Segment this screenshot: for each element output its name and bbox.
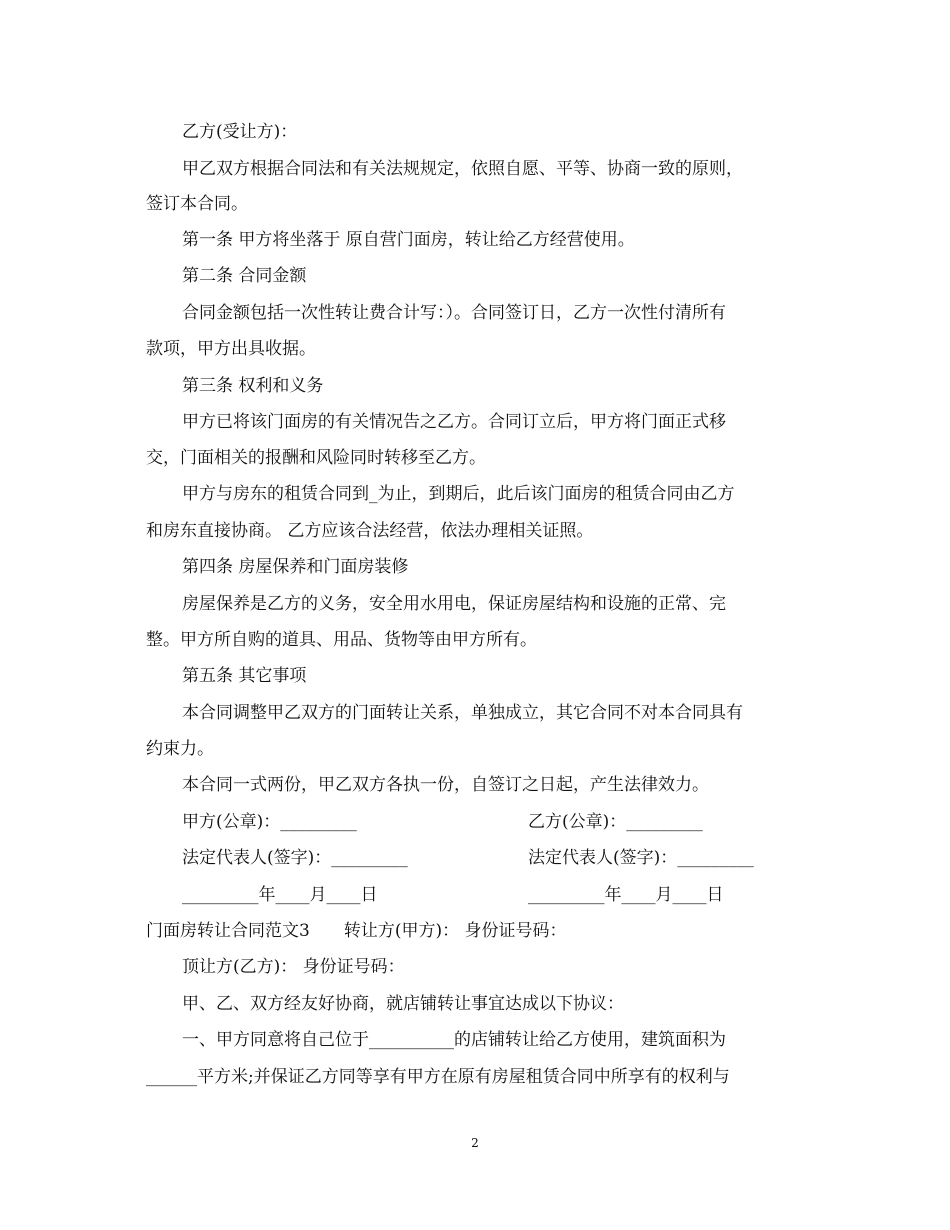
text-line: 第二条 合同金额 [182, 266, 307, 286]
page-number: 2 [471, 1136, 479, 1150]
text-line: 合同金额包括一次性转让费合计写：）。合同签订日，乙方一次性付清所有 [182, 303, 726, 323]
text-line: 本合同一式两份，甲乙双方各执一份，自签订之日起，产生法律效力。 [182, 775, 709, 795]
text-line: 房屋保养是乙方的义务，安全用水用电，保证房屋结构和设施的正常、完 [182, 594, 726, 614]
text-line: 一、甲方同意将自己位于__________的店铺转让给乙方使用，建筑面积为 [182, 1030, 726, 1050]
text-line: 甲方与房东的租赁合同到_为止，到期后，此后该门面房的租赁合同由乙方 [182, 484, 735, 504]
party-a-seal: 甲方(公章)：_________ [182, 812, 357, 832]
text-line: 签订本合同。 [146, 194, 248, 214]
party-b-seal: 乙方(公章)：_________ [528, 812, 703, 832]
text-line: 约束力。 [146, 739, 214, 759]
text-line: 顶让方(乙方)： 身份证号码： [182, 957, 405, 977]
text-line: 乙方(受让方)： [182, 122, 298, 142]
text-line: 交，门面相关的报酬和风险同时转移至乙方。 [146, 448, 486, 468]
text-line: 甲、乙、双方经友好协商，就店铺转让事宜达成以下协议： [182, 994, 624, 1014]
text-line: 本合同调整甲乙双方的门面转让关系，单独成立，其它合同不对本合同具有 [182, 703, 743, 723]
text-line: 和房东直接协商。 乙方应该合法经营，依法办理相关证照。 [146, 521, 594, 541]
text-line: 甲方已将该门面房的有关情况告之乙方。合同订立后，甲方将门面正式移 [182, 412, 726, 432]
party-a-representative: 法定代表人(签字)：_________ [182, 848, 408, 868]
text-line: 款项，甲方出具收据。 [146, 339, 316, 359]
text-line: 甲乙双方根据合同法和有关法规规定，依照自愿、平等、协商一致的原则， [182, 159, 743, 179]
text-line: 整。甲方所自购的道具、用品、货物等由甲方所有。 [146, 630, 537, 650]
party-b-representative: 法定代表人(签字)：_________ [528, 848, 754, 868]
party-b-date: _________年____月____日 [528, 885, 724, 905]
text-line: 第四条 房屋保养和门面房装修 [182, 557, 409, 577]
party-a-date: _________年____月____日 [182, 885, 378, 905]
text-line: ______平方米;并保证乙方同等享有甲方在原有房屋租赁合同中所享有的权利与 [146, 1067, 730, 1087]
text-line: 第五条 其它事项 [182, 666, 307, 686]
text-line: 第三条 权利和义务 [182, 376, 324, 396]
section-heading: 门面房转让合同范文3 转让方(甲方)： 身份证号码： [146, 921, 567, 941]
text-line: 第一条 甲方将坐落于 原自营门面房，转让给乙方经营使用。 [182, 230, 635, 250]
